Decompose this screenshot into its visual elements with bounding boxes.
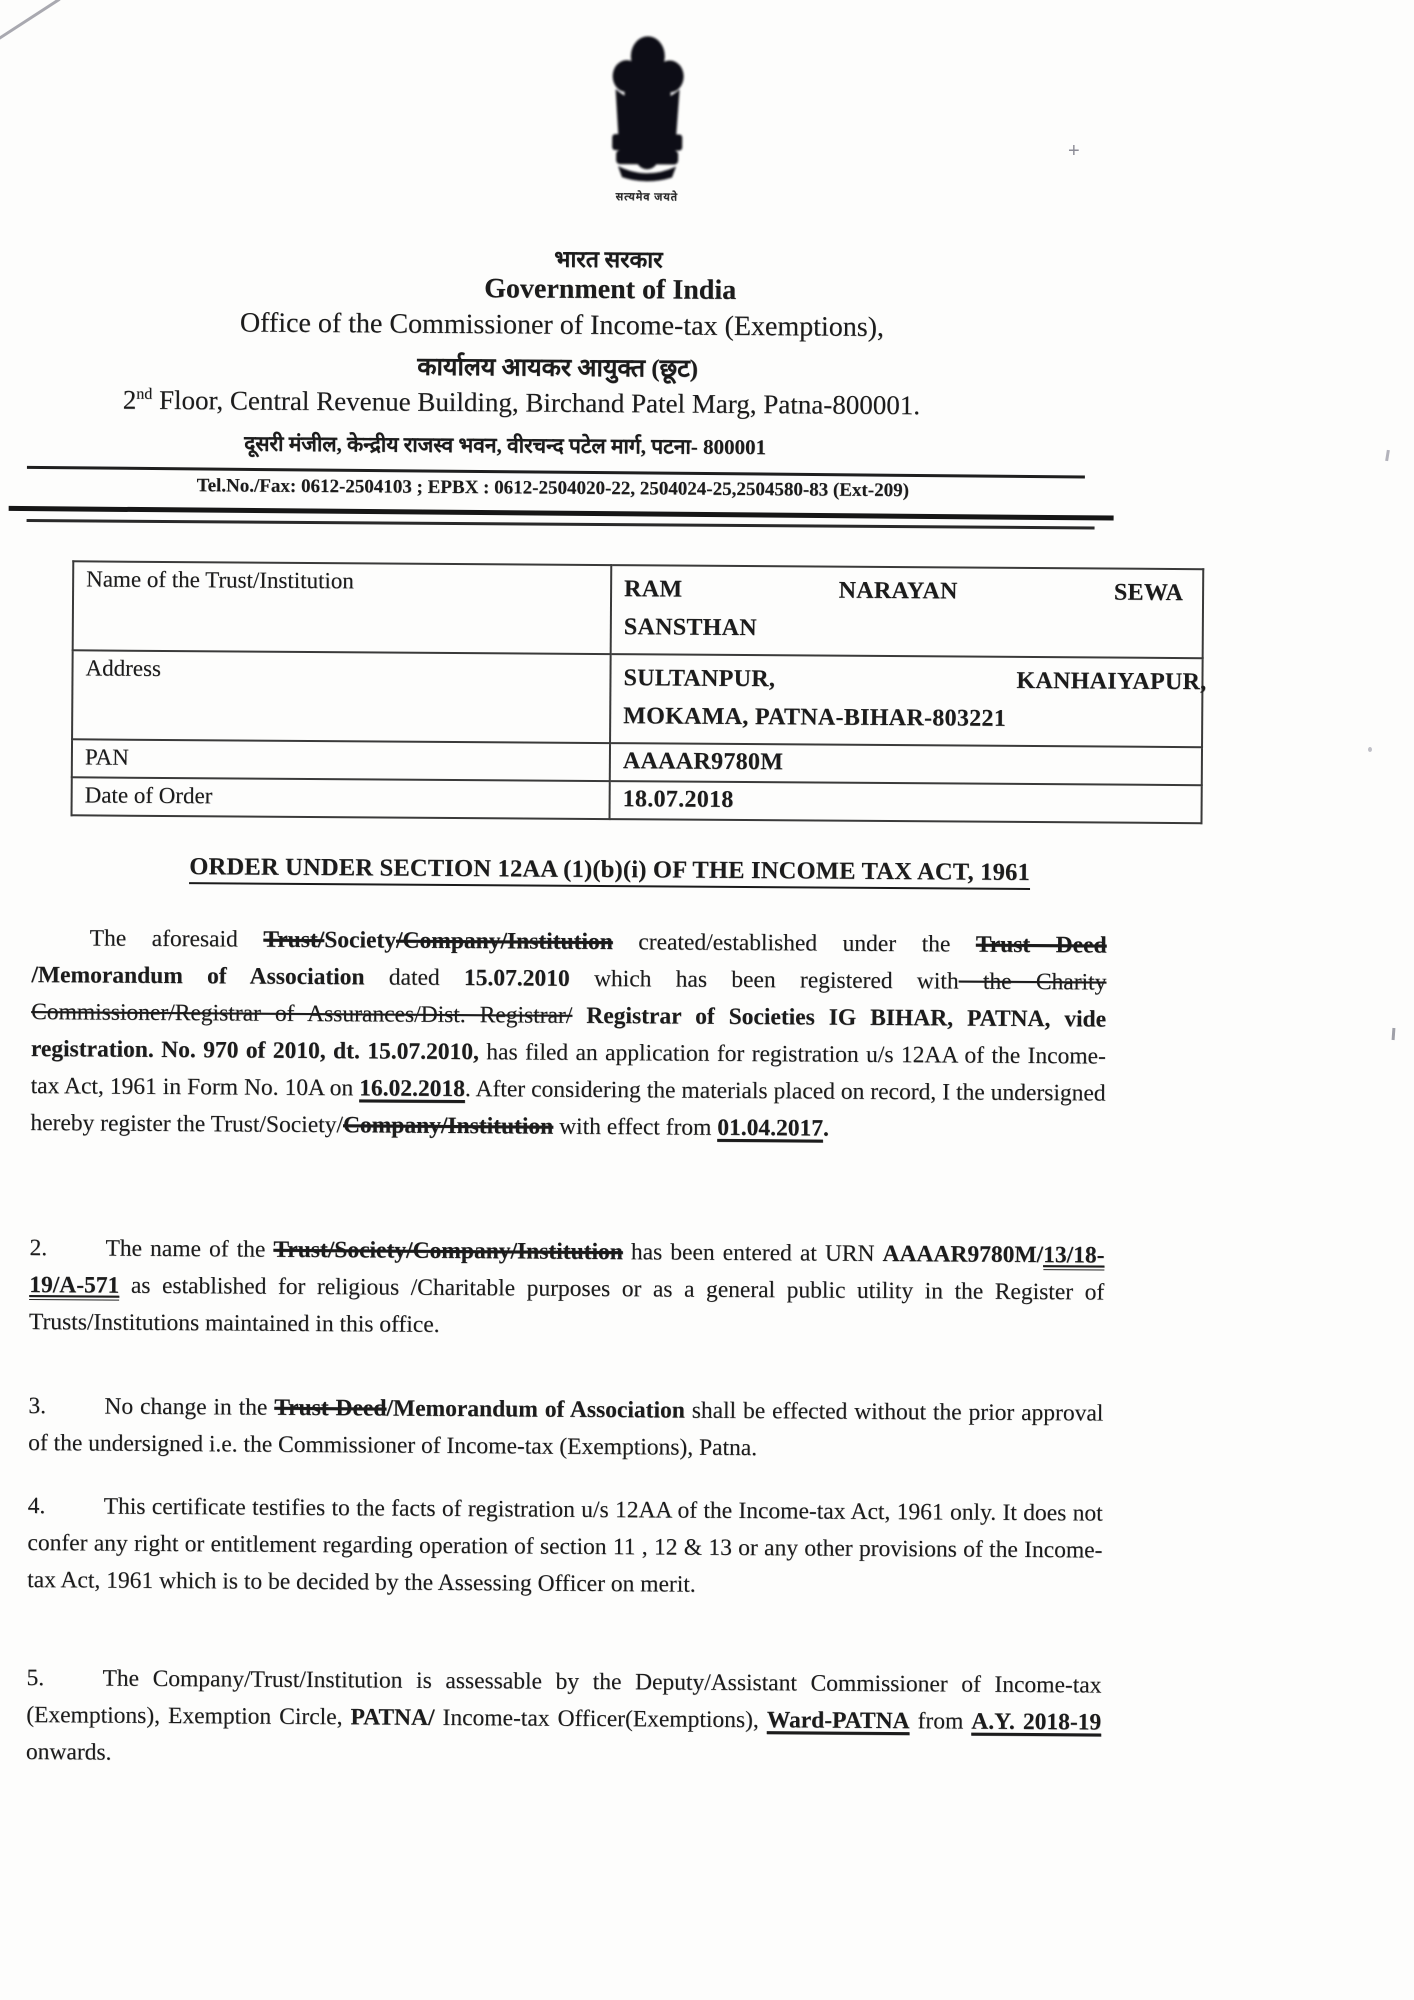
text-run: No change in the — [104, 1393, 275, 1421]
text-run: which has been registered with — [569, 965, 959, 995]
info-table — [71, 560, 1205, 824]
address-line1: SULTANPUR, KANHAIYAPUR, — [623, 665, 1207, 696]
struck-text: the Charity Commissioner/Registrar of Assurances/Dist. Registrar/ — [31, 968, 1107, 1029]
text-run: has filed an application for registration u/s 12AA of the Income-tax Act, 1961 in Form No. 10A on — [30, 1039, 1106, 1102]
paragraph-1 — [30, 920, 1107, 1149]
text-run: The name of the — [105, 1235, 274, 1263]
address-ordinal: nd — [136, 385, 153, 403]
text-run: The Company/Trust/Institution is assessable by the Deputy/Assistant Commissioner of Income-tax (Exemptions), Exemption Circle, — [26, 1665, 1102, 1731]
text-run — [572, 1003, 586, 1029]
paragraph-number: 4. — [27, 1493, 46, 1520]
struck-text: Trust Deed — [274, 1394, 387, 1422]
underlined-date: 16.02.2018 — [359, 1075, 466, 1103]
scan-speck — [1385, 450, 1390, 461]
bold-text: /Memorandum of Association — [31, 962, 365, 991]
struck-text: /Company/Institution — [395, 927, 613, 956]
address-rest: Floor, Central Revenue Building, Birchand Patel Marg, Patna-800001. — [152, 384, 921, 421]
emblem-motto: सत्यमेव जयते — [615, 191, 679, 204]
paragraph-number: 2. — [29, 1235, 48, 1262]
struck-text: Trust/ — [263, 926, 325, 954]
row-label: Name of the Trust/Institution — [73, 561, 612, 654]
order-heading-text: ORDER UNDER SECTION 12AA (1)(b)(i) OF THE INCOME TAX ACT, 1961 — [189, 853, 1030, 890]
scan-speck: + — [1068, 140, 1080, 162]
row-label: Address — [72, 650, 611, 743]
trust-name-line2: SANSTHAN — [623, 614, 758, 642]
bold-text: Society — [324, 927, 397, 954]
office-title: Office of the Commissioner of Income-tax (Exemptions), — [239, 307, 885, 343]
table-row-date — [72, 777, 1202, 823]
row-label: PAN — [72, 739, 610, 781]
document-content — [16, 30, 1210, 1988]
table-row-address — [72, 650, 1203, 747]
struck-text: Trust Deed — [975, 931, 1107, 959]
text-run: as established for religious /Charitable purposes or as a general public utility in the Register of Trusts/Institutions maintained in this office. — [28, 1272, 1105, 1338]
lion-capital-emblem-icon — [587, 34, 708, 187]
order-heading — [72, 852, 1147, 888]
trust-name-line1: RAM NARAYAN SEWA — [624, 576, 1184, 607]
underlined-ay: A.Y. 2018-19 — [971, 1708, 1102, 1736]
paragraph-5 — [26, 1660, 1102, 1779]
struck-text: Trust/Society/Company/Institution — [273, 1236, 623, 1266]
scan-speck — [1368, 747, 1372, 752]
bold-text: . — [822, 1115, 829, 1142]
paragraph-number: 3. — [28, 1393, 47, 1420]
text-run: has been entered at URN — [622, 1239, 883, 1267]
urn-value: AAAAR9780M/ — [882, 1240, 1044, 1269]
office-title-hindi: कार्यालय आयकर आयुक्त (छूट) — [417, 353, 699, 383]
govt-of-india-hindi: भारत सरकार — [554, 246, 663, 273]
bold-text: PATNA/ — [350, 1704, 435, 1731]
scan-speck — [1392, 1028, 1396, 1040]
paragraph-4 — [27, 1488, 1103, 1607]
row-value: AAAAR9780M — [610, 743, 1202, 785]
struck-text: Company/Institution — [342, 1112, 554, 1140]
text-run: The aforesaid — [89, 925, 264, 953]
national-emblem — [587, 34, 708, 205]
text-run: with effect from — [553, 1113, 718, 1141]
row-value — [611, 565, 1204, 658]
row-value: 18.07.2018 — [610, 781, 1202, 823]
bold-text: 15.07.2010 — [463, 965, 570, 992]
urn-underlined: 13/18-19/A-571 — [29, 1242, 1105, 1299]
paragraph-3 — [28, 1388, 1103, 1470]
text-run: created/established under the — [612, 929, 976, 958]
text-run: from — [909, 1708, 972, 1735]
text-run: Trust/Society/ — [210, 1111, 344, 1139]
govt-of-india-title: Government of India — [484, 273, 737, 306]
text-run: dated — [364, 964, 465, 992]
paragraph-2 — [29, 1230, 1105, 1349]
paragraph-number: 5. — [26, 1665, 45, 1692]
row-value — [610, 654, 1207, 747]
header-rule-bottom-2 — [27, 519, 1095, 529]
text-run: shall be effected without the prior approval of the undersigned i.e. the Commissioner of Income-tax (Exemptions), Patna. — [28, 1397, 1104, 1462]
address-prefix: 2 — [122, 384, 137, 415]
bold-text: /Memorandum of Association — [386, 1395, 685, 1424]
office-address — [0, 384, 1062, 423]
header-rule-bottom-1 — [9, 506, 1114, 521]
text-run: onwards. — [25, 1739, 112, 1766]
bold-text: Registrar of Societies IG BIHAR, PATNA, vide registration. No. 970 of 2010, dt. 15.07.2010, — [30, 1002, 1107, 1066]
telephone-line: Tel.No./Fax: 0612-2504103 ; EPBX : 0612-2504020-22, 2504024-25,2504580-83 (Ext-209) — [196, 475, 910, 502]
address-line2: MOKAMA, PATNA-BIHAR-803221 — [623, 703, 1007, 732]
text-run: This certificate testifies to the facts of registration u/s 12AA of the Income-tax Act, 1961 only. It does not confer any right or entitlement regarding operation of section 11 , 12 & 13 or any other provisions of the Income-tax Act, 1961 which is to be decided by the Assessing Officer on merit. — [27, 1493, 1103, 1598]
underlined-date: 01.04.2017 — [717, 1114, 824, 1142]
row-label: Date of Order — [72, 777, 610, 819]
underlined-ward: Ward-PATNA — [766, 1707, 910, 1735]
office-address-hindi: दूसरी मंजील, केन्द्रीय राजस्व भवन, वीरचन्द पटेल मार्ग, पटना- 800001 — [244, 431, 767, 460]
text-run: . After considering the materials placed on record, I the undersigned hereby register the — [30, 1076, 1106, 1138]
text-run: Income-tax Officer(Exemptions), — [434, 1704, 767, 1734]
table-row-name — [73, 561, 1204, 658]
